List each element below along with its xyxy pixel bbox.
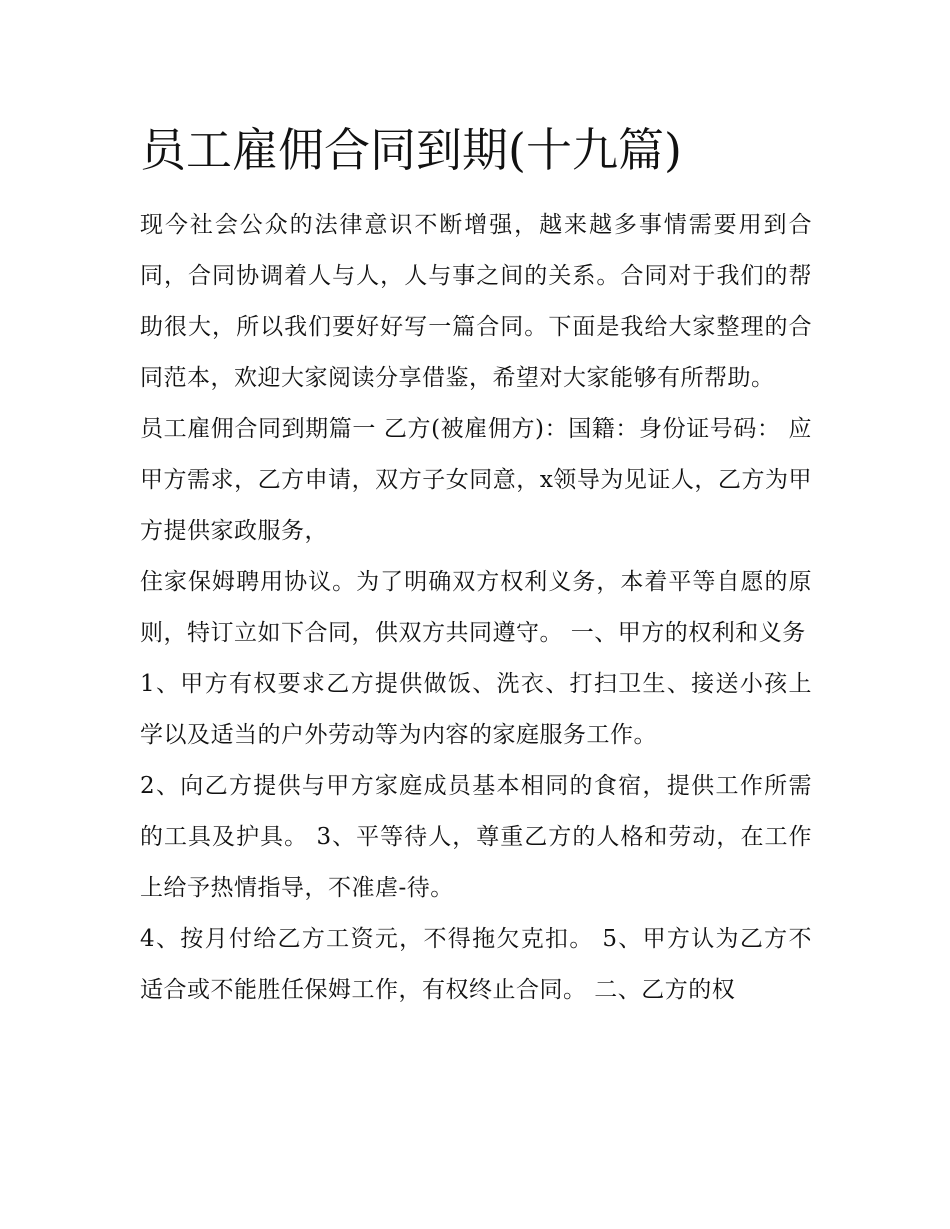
paragraph-contract-parties: 员工雇佣合同到期篇一 乙方(被雇佣方)：国籍：身份证号码： 应甲方需求，乙方申请，双方子女同意，x领导为见证人，乙方为甲方提供家政服务， — [140, 416, 812, 544]
paragraph-agreement-purpose: 住家保姆聘用协议。为了明确双方权利义务，本着平等自愿的原则，特订立如下合同，供双方共同遵守。 一、甲方的权利和义务 — [140, 569, 812, 646]
document-title: 员工雇佣合同到期(十九篇) — [140, 123, 682, 177]
paragraph-clause-4-5: 4、按月付给乙方工资元，不得拖欠克扣。 5、甲方认为乙方不适合或不能胜任保姆工作，有权终止合同。 二、乙方的权 — [140, 926, 812, 1003]
paragraph-intro: 现今社会公众的法律意识不断增强，越来越多事情需要用到合同，合同协调着人与人，人与事之间的关系。合同对于我们的帮助很大，所以我们要好好写一篇合同。下面是我给大家整理的合同范本，欢迎大家阅读分享借鉴，希望对大家能够有所帮助。 — [140, 212, 812, 391]
paragraph-clause-1: 1、甲方有权要求乙方提供做饭、洗衣、打扫卫生、接送小孩上学以及适当的户外劳动等为内容的家庭服务工作。 — [140, 671, 812, 748]
document-page — [140, 110, 812, 1016]
paragraph-clause-2-3: 2、向乙方提供与甲方家庭成员基本相同的食宿，提供工作所需的工具及护具。 3、平等待人，尊重乙方的人格和劳动，在工作上给予热情指导，不准虐-待。 — [140, 773, 812, 901]
